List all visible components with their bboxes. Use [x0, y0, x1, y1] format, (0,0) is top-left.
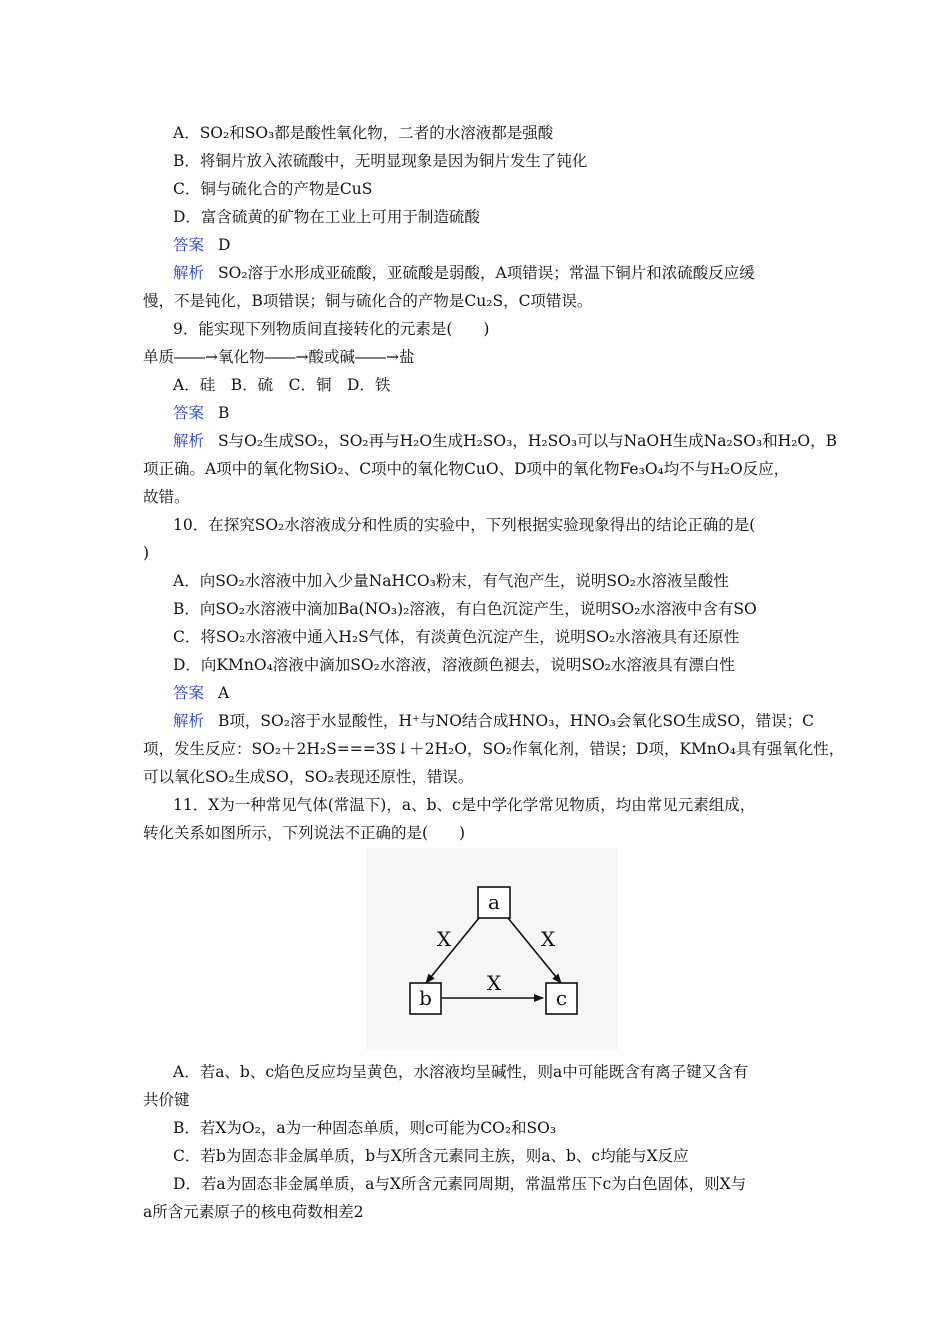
answer-label: 答案 — [173, 684, 205, 702]
answer-value: B — [218, 404, 230, 422]
q11-option-b: B．若X为O₂，a为一种固态单质，则c可能为CO₂和SO₃ — [173, 1119, 557, 1137]
q10-analysis-line-1 — [173, 711, 814, 731]
q9-analysis-line-2: 项正确。A项中的氧化物SiO₂、C项中的氧化物CuO、D项中的氧化物Fe₃O₄均不与H₂O反应， — [143, 460, 790, 478]
q10-stem-line-2: ) — [143, 544, 150, 562]
edge-b-to-c-label: X — [486, 971, 502, 995]
analysis-text: S与O₂生成SO₂，SO₂再与H₂O生成H₂SO₃，H₂SO₃可以与NaOH生成Na₂SO₃和H₂O，B — [218, 432, 838, 450]
q9-analysis-line-1 — [173, 431, 837, 451]
analysis-label: 解析 — [173, 264, 205, 282]
q8-analysis-line-2: 慢，不是钝化，B项错误；铜与硫化合的产物是Cu₂S，C项错误。 — [143, 292, 593, 310]
node-b-label: b — [419, 986, 432, 1010]
answer-value: A — [218, 684, 230, 702]
q10-analysis-line-3: 可以氧化SO₂生成SO，SO₂表现还原性，错误。 — [143, 768, 474, 786]
q10-option-b: B．向SO₂水溶液中滴加Ba(NO₃)₂溶液，有白色沉淀产生，说明SO₂水溶液中含有SO — [173, 600, 757, 618]
q10-analysis-line-2: 项，发生反应：SO₂＋2H₂S===3S↓＋2H₂O，SO₂作氧化剂，错误；D项，KMnO₄具有强氧化性， — [143, 740, 845, 758]
q8-option-d: D．富含硫黄的矿物在工业上可用于制造硫酸 — [173, 208, 480, 226]
q10-option-a: A．向SO₂水溶液中加入少量NaHCO₃粉末，有气泡产生，说明SO₂水溶液呈酸性 — [173, 572, 729, 590]
edge-a-to-c-label: X — [540, 927, 556, 951]
q11-option-c: C．若b为固态非金属单质，b与X所含元素同主族，则a、b、c均能与X反应 — [173, 1147, 689, 1165]
q8-option-a: A．SO₂和SO₃都是酸性氧化物，二者的水溶液都是强酸 — [173, 124, 554, 142]
q9-stem: 9．能实现下列物质间直接转化的元素是( ) — [173, 320, 490, 338]
q8-answer — [173, 235, 230, 255]
analysis-text: B项，SO₂溶于水显酸性，H⁺与NO结合成HNO₃，HNO₃会氧化SO生成SO，错误；C — [218, 712, 814, 730]
node-c-label: c — [555, 986, 568, 1010]
node-a-label: a — [488, 890, 500, 914]
q9-options: A．硅 B．硫 C．铜 D．铁 — [173, 376, 391, 394]
q10-option-d: D．向KMnO₄溶液中滴加SO₂水溶液，溶液颜色褪去，说明SO₂水溶液具有漂白性 — [173, 656, 735, 674]
q10-option-c: C．将SO₂水溶液中通入H₂S气体，有淡黄色沉淀产生，说明SO₂水溶液具有还原性 — [173, 628, 740, 646]
q11-option-a-line-1: A．若a、b、c焰色反应均呈黄色，水溶液均呈碱性，则a中可能既含有离子键又含有 — [173, 1063, 749, 1081]
analysis-label: 解析 — [173, 432, 205, 450]
edge-a-to-b-arrow — [426, 918, 479, 983]
q8-analysis-line-1 — [173, 263, 755, 283]
q11-option-d-line-1: D．若a为固态非金属单质，a与X所含元素同周期，常温常压下c为白色固体，则X与 — [173, 1175, 747, 1193]
q11-stem-line-1: 11．X为一种常见气体(常温下)，a、b、c是中学化学常见物质，均由常见元素组成， — [173, 796, 756, 814]
answer-label: 答案 — [173, 236, 205, 254]
q9-analysis-line-3: 故错。 — [143, 488, 190, 506]
conversion-diagram — [366, 848, 618, 1050]
analysis-label: 解析 — [173, 712, 205, 730]
q9-chain: 单质――→氧化物――→酸或碱――→盐 — [143, 348, 415, 366]
analysis-text: SO₂溶于水形成亚硫酸，亚硫酸是弱酸，A项错误；常温下铜片和浓硫酸反应缓 — [218, 264, 755, 282]
q9-answer — [173, 403, 229, 423]
edge-a-to-b-label: X — [436, 927, 452, 951]
q8-option-b: B．将铜片放入浓硫酸中，无明显现象是因为铜片发生了钝化 — [173, 152, 588, 170]
q10-stem-line-1: 10．在探究SO₂水溶液成分和性质的实验中，下列根据实验现象得出的结论正确的是( — [173, 516, 756, 534]
q11-stem-line-2: 转化关系如图所示，下列说法不正确的是( ) — [143, 824, 466, 842]
answer-value: D — [218, 236, 231, 254]
conversion-diagram-svg — [366, 848, 618, 1050]
q8-option-c: C．铜与硫化合的产物是CuS — [173, 180, 373, 198]
answer-label: 答案 — [173, 404, 205, 422]
q11-option-a-line-2: 共价键 — [143, 1091, 190, 1109]
q11-option-d-line-2: a所含元素原子的核电荷数相差2 — [143, 1203, 364, 1221]
q10-answer — [173, 683, 229, 703]
